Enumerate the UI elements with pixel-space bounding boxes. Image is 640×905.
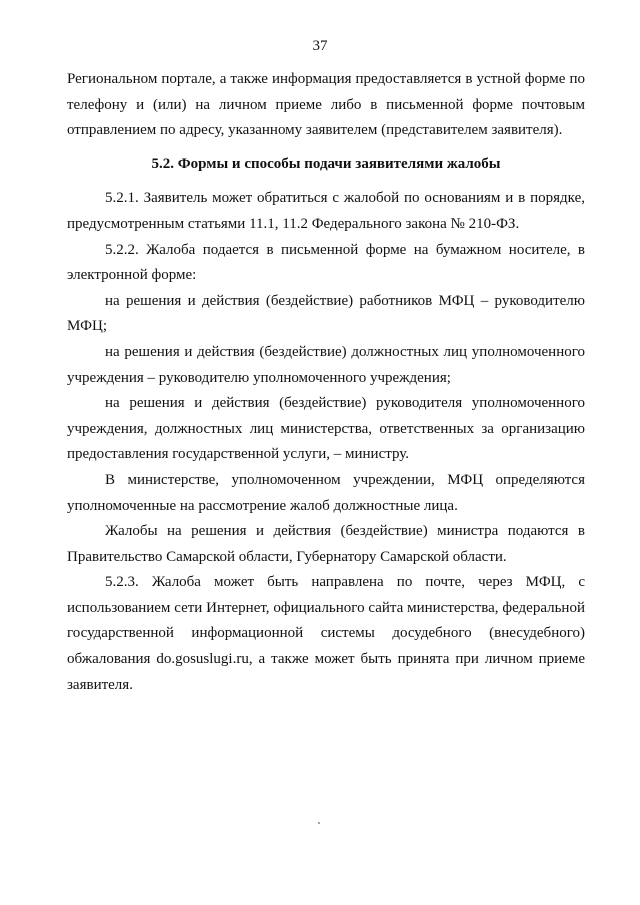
document-body <box>67 67 585 698</box>
paragraph-authorized-officials: В министерстве, уполномоченном учреждении, МФЦ определяются уполномоченные на рассмотрение жалоб должностные лица. <box>67 471 585 514</box>
page-number: 37 <box>312 38 328 54</box>
paragraph-institution-complaints: на решения и действия (бездействие) должностных лиц уполномоченного учреждения – руководителю уполномоченного учреждения; <box>67 343 585 386</box>
paragraph-minister-complaints: Жалобы на решения и действия (бездействие) министра подаются в Правительство Самарской области, Губернатору Самарской области. <box>67 523 585 565</box>
paragraph-mfc-complaints: на решения и действия (бездействие) работников МФЦ – руководителю МФЦ; <box>67 292 585 335</box>
section-title: 5.2. Формы и способы подачи заявителями жалобы <box>151 155 501 172</box>
intro-paragraph: Региональном портале, а также информация предоставляется в устной форме по телефону и (или) на личном приеме либо в письменной форме почтовым отправлением по адресу, указанному заявителем (представителем заявителя). <box>67 71 585 139</box>
scan-speck <box>318 822 320 824</box>
paragraph-5-2-2: 5.2.2. Жалоба подается в письменной форме на бумажном носителе, в электронной форме: <box>67 241 585 284</box>
paragraph-5-2-1: 5.2.1. Заявитель может обратиться с жалобой по основаниям и в порядке, предусмотренным статьями 11.1, 11.2 Федерального закона № 210-ФЗ. <box>67 190 585 232</box>
paragraph-5-2-3: 5.2.3. Жалоба может быть направлена по почте, через МФЦ, с использованием сети Интернет, официального сайта министерства, федеральной государственной информационной системы досудебного (внесудебного) обжалования do.gosuslugi.ru, а также может быть принята при личном приеме заявителя. <box>67 574 585 693</box>
paragraph-ministry-complaints: на решения и действия (бездействие) руководителя уполномоченного учреждения, должностных лиц министерства, ответственных за организацию предоставления государственной услуги, – министру. <box>67 395 585 463</box>
